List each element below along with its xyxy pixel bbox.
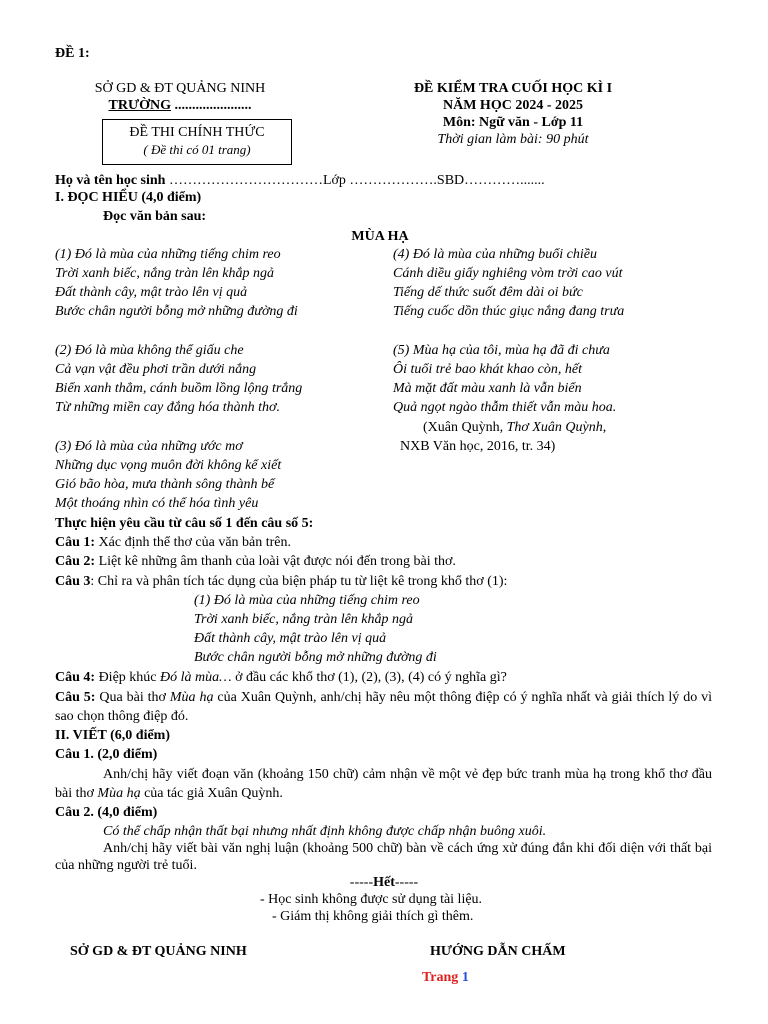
student-info-fill: ……………………………Lớp ……………….SBD…………....... (165, 173, 545, 188)
page-number: 1 (461, 970, 469, 985)
section-reading-title: I. ĐỌC HIỂU (4,0 điểm) (55, 190, 202, 205)
question-5 (55, 688, 712, 726)
question-4 (55, 669, 507, 687)
subject-line: Môn: Ngữ văn - Lớp 11 (442, 115, 584, 130)
source-comma: , (602, 420, 607, 435)
school-year: NĂM HỌC 2024 - 2025 (443, 98, 583, 113)
source-author: (Xuân Quỳnh, (423, 420, 507, 435)
question-4-refrain: Đó là mùa… (160, 670, 232, 685)
poem-line: Cánh diều giấy nghiêng vòm trời cao vút (393, 266, 623, 281)
page-indicator (422, 969, 469, 987)
poem-line: Đất thành cây, mật trào lên vị quả (55, 285, 248, 300)
poem-line: Mà mặt đất màu xanh là vẫn biển (393, 381, 582, 396)
quoted-poem-line: Đất thành cây, mật trào lên vị quả (194, 631, 387, 646)
poem-title: MÙA HẠ (351, 229, 409, 244)
writing-question-1-poem-name: Mùa hạ (97, 786, 141, 801)
poem-line: Từ những miền cay đắng hóa thành thơ. (55, 400, 280, 415)
question-2-label: Câu 2: (55, 554, 96, 569)
footer-department: SỞ GD & ĐT QUẢNG NINH (70, 944, 247, 959)
school-name (70, 97, 290, 115)
question-1-label: Câu 1: (55, 535, 96, 550)
quoted-poem-line: Trời xanh biếc, nắng tràn lên khắp ngả (194, 612, 414, 627)
writing-question-2-text: Anh/chị hãy viết bài văn nghị luận (khoảng 500 chữ) bàn về cách ứng xử đúng đắn khi đối diện với thất bại của những người trẻ tuổi. (55, 841, 712, 873)
student-name-label: Họ và tên học sinh (55, 173, 166, 188)
question-4-label: Câu 4: (55, 670, 96, 685)
poem-line: (3) Đó là mùa của những ước mơ (55, 439, 243, 454)
writing-question-1-text (55, 765, 712, 803)
poem-line: (4) Đó là mùa của những buổi chiều (393, 247, 597, 262)
department-name: SỞ GD & ĐT QUẢNG NINH (94, 81, 266, 96)
end-dashes-right: ----- (394, 875, 419, 890)
reading-intro: Đọc văn bản sau: (103, 209, 207, 224)
question-2-text: Liệt kê những âm thanh của loài vật được nói đến trong bài thơ. (95, 554, 456, 569)
end-marker (284, 874, 484, 892)
task-heading: Thực hiện yêu cầu từ câu số 1 đến câu số 5: (55, 516, 314, 531)
poem-line: Gió bão hòa, mưa thành sông thành bể (55, 477, 275, 492)
note-no-explanation: - Giám thị không giải thích gì thêm. (272, 909, 474, 924)
poem-line: (5) Mùa hạ của tôi, mùa hạ đã đi chưa (393, 343, 610, 358)
writing-question-1-text-c: của tác giả Xuân Quỳnh. (140, 786, 283, 801)
exam-title: ĐỀ KIỂM TRA CUỐI HỌC KÌ I (413, 81, 613, 96)
poem-line: (1) Đó là mùa của những tiếng chim reo (55, 247, 281, 262)
question-4-text-a: Điệp khúc (95, 670, 160, 685)
time-limit: Thời gian làm bài: 90 phút (437, 132, 589, 147)
poem-line: Ôi tuổi trẻ bao khát khao còn, hết (393, 362, 582, 377)
official-exam-title: ĐỀ THI CHÍNH THỨC (129, 125, 265, 140)
question-3-text: : Chỉ ra và phân tích tác dụng của biện pháp tu từ liệt kê trong khổ thơ (1): (90, 574, 508, 589)
poem-line: Những dục vọng muôn đời không kể xiết (55, 458, 282, 473)
source-book: Thơ Xuân Quỳnh (506, 420, 603, 435)
end-word: Hết (373, 875, 395, 890)
writing-question-1-text-a: Anh/chị hãy viết đoạn văn (khoảng 150 chữ) cảm nhận về một vẻ đẹp bức tranh mùa hạ trong khổ thơ đầu bài thơ (55, 767, 712, 801)
writing-question-2-label: Câu 2. (4,0 điểm) (55, 805, 158, 820)
question-5-label: Câu 5: (55, 690, 96, 705)
exam-label: ĐỀ 1: (55, 46, 90, 61)
question-2 (55, 553, 456, 571)
question-1-text: Xác định thể thơ của văn bản trên. (95, 535, 292, 550)
school-prefix: TRƯỜNG (108, 98, 171, 113)
student-info-line (55, 172, 545, 190)
footer-answer-guide: HƯỚNG DẪN CHẤM (430, 944, 566, 959)
quoted-poem-line: Bước chân người bỗng mở những đường đi (194, 650, 437, 665)
poem-line: Biển xanh thẳm, cánh buồm lồng lộng trắng (55, 381, 303, 396)
question-5-poem-name: Mùa hạ (169, 690, 214, 705)
question-1 (55, 534, 291, 552)
poem-line: Bước chân người bỗng mở những đường đi (55, 304, 298, 319)
question-3 (55, 573, 507, 591)
poem-line: Quả ngọt ngào thẫm thiết vẫn màu hoa. (393, 400, 617, 415)
page-word: Trang (422, 970, 462, 985)
poem-line: (2) Đó là mùa không thể giấu che (55, 343, 244, 358)
poem-line: Tiếng dế thức suốt đêm dài oi bức (393, 285, 583, 300)
poem-line: Tiếng cuốc dồn thúc giục nắng đang trưa (393, 304, 625, 319)
poem-line: Một thoáng nhìn có thể hóa tình yêu (55, 496, 259, 511)
question-4-text-c: ở đầu các khổ thơ (1), (2), (3), (4) có ý nghĩa gì? (231, 670, 507, 685)
end-dashes-left: ----- (349, 875, 374, 890)
question-5-text-a: Qua bài thơ (95, 690, 170, 705)
writing-question-1-label: Câu 1. (2,0 điểm) (55, 747, 158, 762)
poem-source-line1 (423, 419, 606, 437)
poem-source-line2: NXB Văn học, 2016, tr. 34) (400, 439, 556, 454)
poem-line: Trời xanh biếc, nắng tràn lên khắp ngả (55, 266, 275, 281)
school-dots: ...................... (170, 98, 252, 113)
writing-question-2-quote: Có thể chấp nhận thất bại nhưng nhất định không được chấp nhận buông xuôi. (103, 824, 547, 839)
poem-line: Cả vạn vật đều phơi trần dưới nắng (55, 362, 257, 377)
quoted-poem-line: (1) Đó là mùa của những tiếng chim reo (194, 593, 420, 608)
question-5-text-c: của Xuân Quỳnh, anh/chị hãy nêu một thông điệp có ý nghĩa nhất và giải thích lý do vì sao chọn thông điệp đó. (55, 690, 712, 724)
section-writing-title: II. VIẾT (6,0 điểm) (55, 728, 171, 743)
question-3-label: Câu 3 (55, 574, 91, 589)
note-no-materials: - Học sinh không được sử dụng tài liệu. (260, 892, 483, 907)
page-count-note: ( Đề thi có 01 trang) (143, 142, 251, 157)
